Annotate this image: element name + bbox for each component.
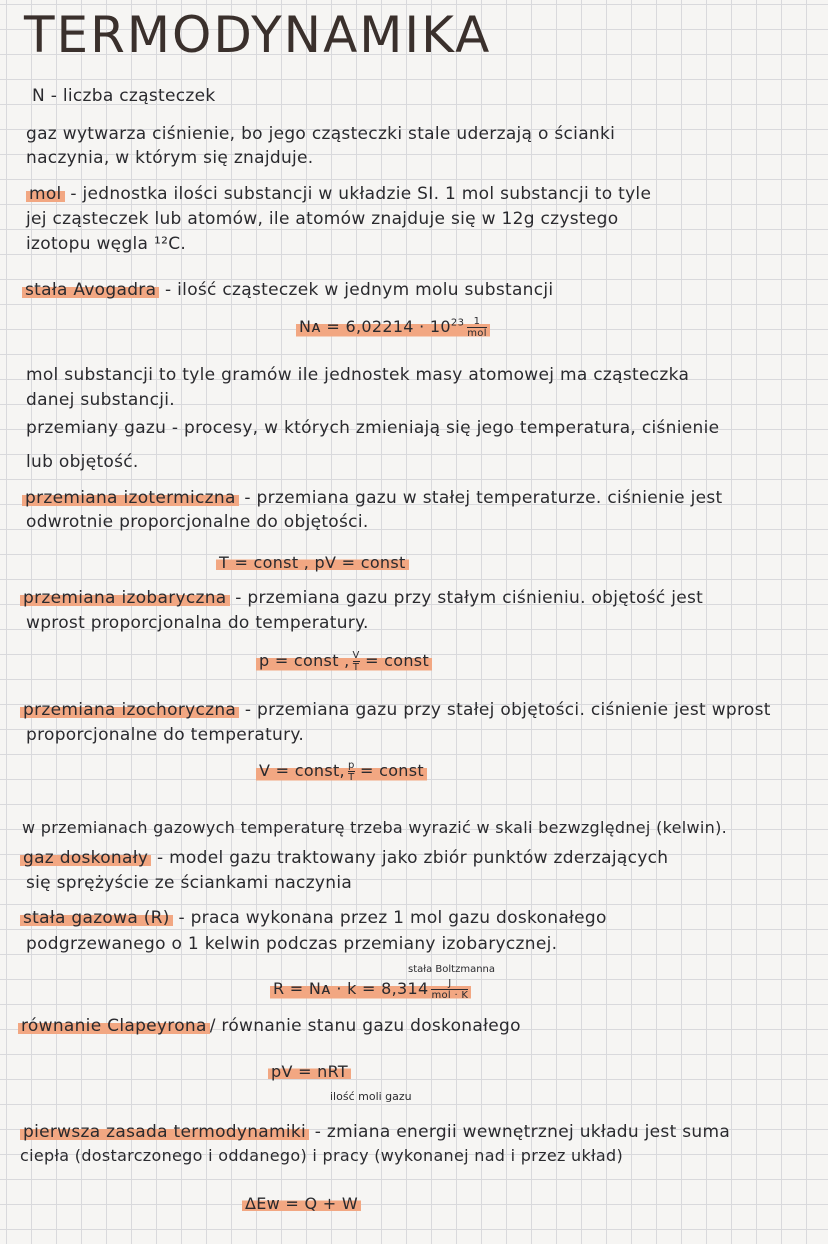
gas-constant-line-2: podgrzewanego o 1 kelwin podczas przemiany izobarycznej.: [26, 934, 558, 954]
avogadro-exponent: 23: [450, 317, 465, 329]
frac-numerator: p: [347, 760, 355, 771]
boltzmann-note: stała Boltzmanna: [408, 964, 496, 975]
avogadro-text: - ilość cząsteczek w jednym molu substancji: [165, 280, 554, 300]
first-law-formula: ΔEw = Q + W: [242, 1194, 361, 1213]
mol-definition-line-3: izotopu węgla ¹²C.: [26, 234, 187, 254]
n-definition: N - liczba cząsteczek: [32, 86, 216, 106]
isobaric-line-2: wprost proporcjonalna do temperatury.: [26, 613, 369, 633]
molar-mass-line-2: danej substancji.: [26, 390, 176, 410]
gas-constant-term: stała gazowa (R): [20, 908, 173, 928]
frac-denominator: T: [348, 772, 355, 783]
isobaric-line-1: [20, 588, 703, 608]
mol-text: - jednostka ilości substancji w układzie SI. 1 mol substancji to tyle: [70, 184, 652, 204]
gas-constant-text: - praca wykonana przez 1 mol gazu doskonałego: [178, 908, 607, 928]
mol-definition-line-2: jej cząsteczek lub atomów, ile atomów znajduje się w 12g czystego: [26, 209, 619, 229]
isothermal-line-1: [22, 488, 722, 508]
avogadro-formula: [296, 316, 490, 339]
isothermal-formula: T = const , pV = const: [216, 553, 409, 572]
mol-term: mol: [26, 184, 65, 204]
unit-denominator: mol: [467, 328, 487, 339]
isobaric-formula: [256, 650, 432, 673]
molar-mass-line-1: mol substancji to tyle gramów ile jednostek masy atomowej ma cząsteczka: [26, 365, 690, 385]
gas-constant-formula-text: R = Nᴀ · k = 8,314: [273, 979, 429, 998]
clapeyron-formula: pV = nRT: [268, 1062, 351, 1081]
frac-numerator: V: [352, 650, 360, 661]
isothermal-line-2: odwrotnie proporcjonalne do objętości.: [26, 512, 369, 532]
first-law-text: - zmiana energii wewnętrznej układu jest suma: [314, 1122, 731, 1142]
isobaric-term: przemiana izobaryczna: [20, 588, 230, 608]
gas-transformations-line-1: przemiany gazu - procesy, w których zmieniają się jego temperatura, ciśnienie: [26, 418, 720, 438]
gas-pressure-line-1: gaz wytwarza ciśnienie, bo jego cząsteczki stale uderzają o ścianki: [26, 124, 616, 144]
gas-pressure-line-2: naczynia, w którym się znajduje.: [26, 148, 314, 168]
ideal-gas-line-1: [20, 848, 668, 868]
first-law-term: pierwsza zasada termodynamiki: [20, 1122, 309, 1142]
first-law-line-1: [20, 1122, 730, 1142]
isochoric-text: - przemiana gazu przy stałej objętości. ciśnienie jest wprost: [244, 700, 771, 720]
isobaric-formula-a: p = const ,: [259, 651, 350, 670]
avogadro-formula-text: Nᴀ = 6,02214 · 10: [299, 317, 451, 336]
clapeyron-term: równanie Clapeyrona: [18, 1016, 210, 1036]
isothermal-text: - przemiana gazu w stałej temperaturze. ciśnienie jest: [244, 488, 723, 508]
isochoric-line-2: proporcjonalne do temperatury.: [26, 725, 305, 745]
isobaric-text: - przemiana gazu przy stałym ciśnieniu. objętość jest: [235, 588, 704, 608]
clapeyron-line: [18, 1016, 521, 1036]
frac-denominator: T: [352, 662, 360, 673]
isochoric-term: przemiana izochoryczna: [20, 700, 239, 720]
isochoric-formula-a: V = const,: [259, 761, 345, 780]
ideal-gas-text: - model gazu traktowany jako zbiór punktów zderzających: [156, 848, 669, 868]
isochoric-line-1: [20, 700, 771, 720]
page-title: TERMODYNAMIKA: [24, 6, 492, 64]
isobaric-formula-b: = const: [365, 651, 430, 670]
first-law-line-2: ciepła (dostarczonego i oddanego) i pracy (wykonanej nad i przez układ): [20, 1146, 624, 1165]
avogadro-line: [22, 280, 553, 300]
isothermal-term: przemiana izotermiczna: [22, 488, 239, 508]
gas-constant-formula: [270, 978, 471, 1001]
avogadro-term: stała Avogadra: [22, 280, 159, 300]
moles-note: ilość moli gazu: [330, 1090, 412, 1103]
gas-constant-line-1: [20, 908, 607, 928]
clapeyron-text: / równanie stanu gazu doskonałego: [209, 1016, 521, 1036]
gas-transformations-line-2: lub objętość.: [26, 452, 139, 472]
isochoric-formula: [256, 760, 427, 783]
isochoric-formula-b: = const: [360, 761, 424, 780]
unit-denominator: mol · K: [431, 990, 469, 1001]
ideal-gas-term: gaz doskonały: [20, 848, 151, 868]
kelvin-note: w przemianach gazowych temperaturę trzeba wyrazić w skali bezwzględnej (kelwin).: [22, 818, 727, 837]
unit-numerator: J: [448, 978, 452, 989]
ideal-gas-line-2: się sprężyście ze ściankami naczynia: [26, 873, 353, 893]
unit-numerator: 1: [473, 316, 481, 327]
mol-definition-line-1: [26, 184, 651, 204]
